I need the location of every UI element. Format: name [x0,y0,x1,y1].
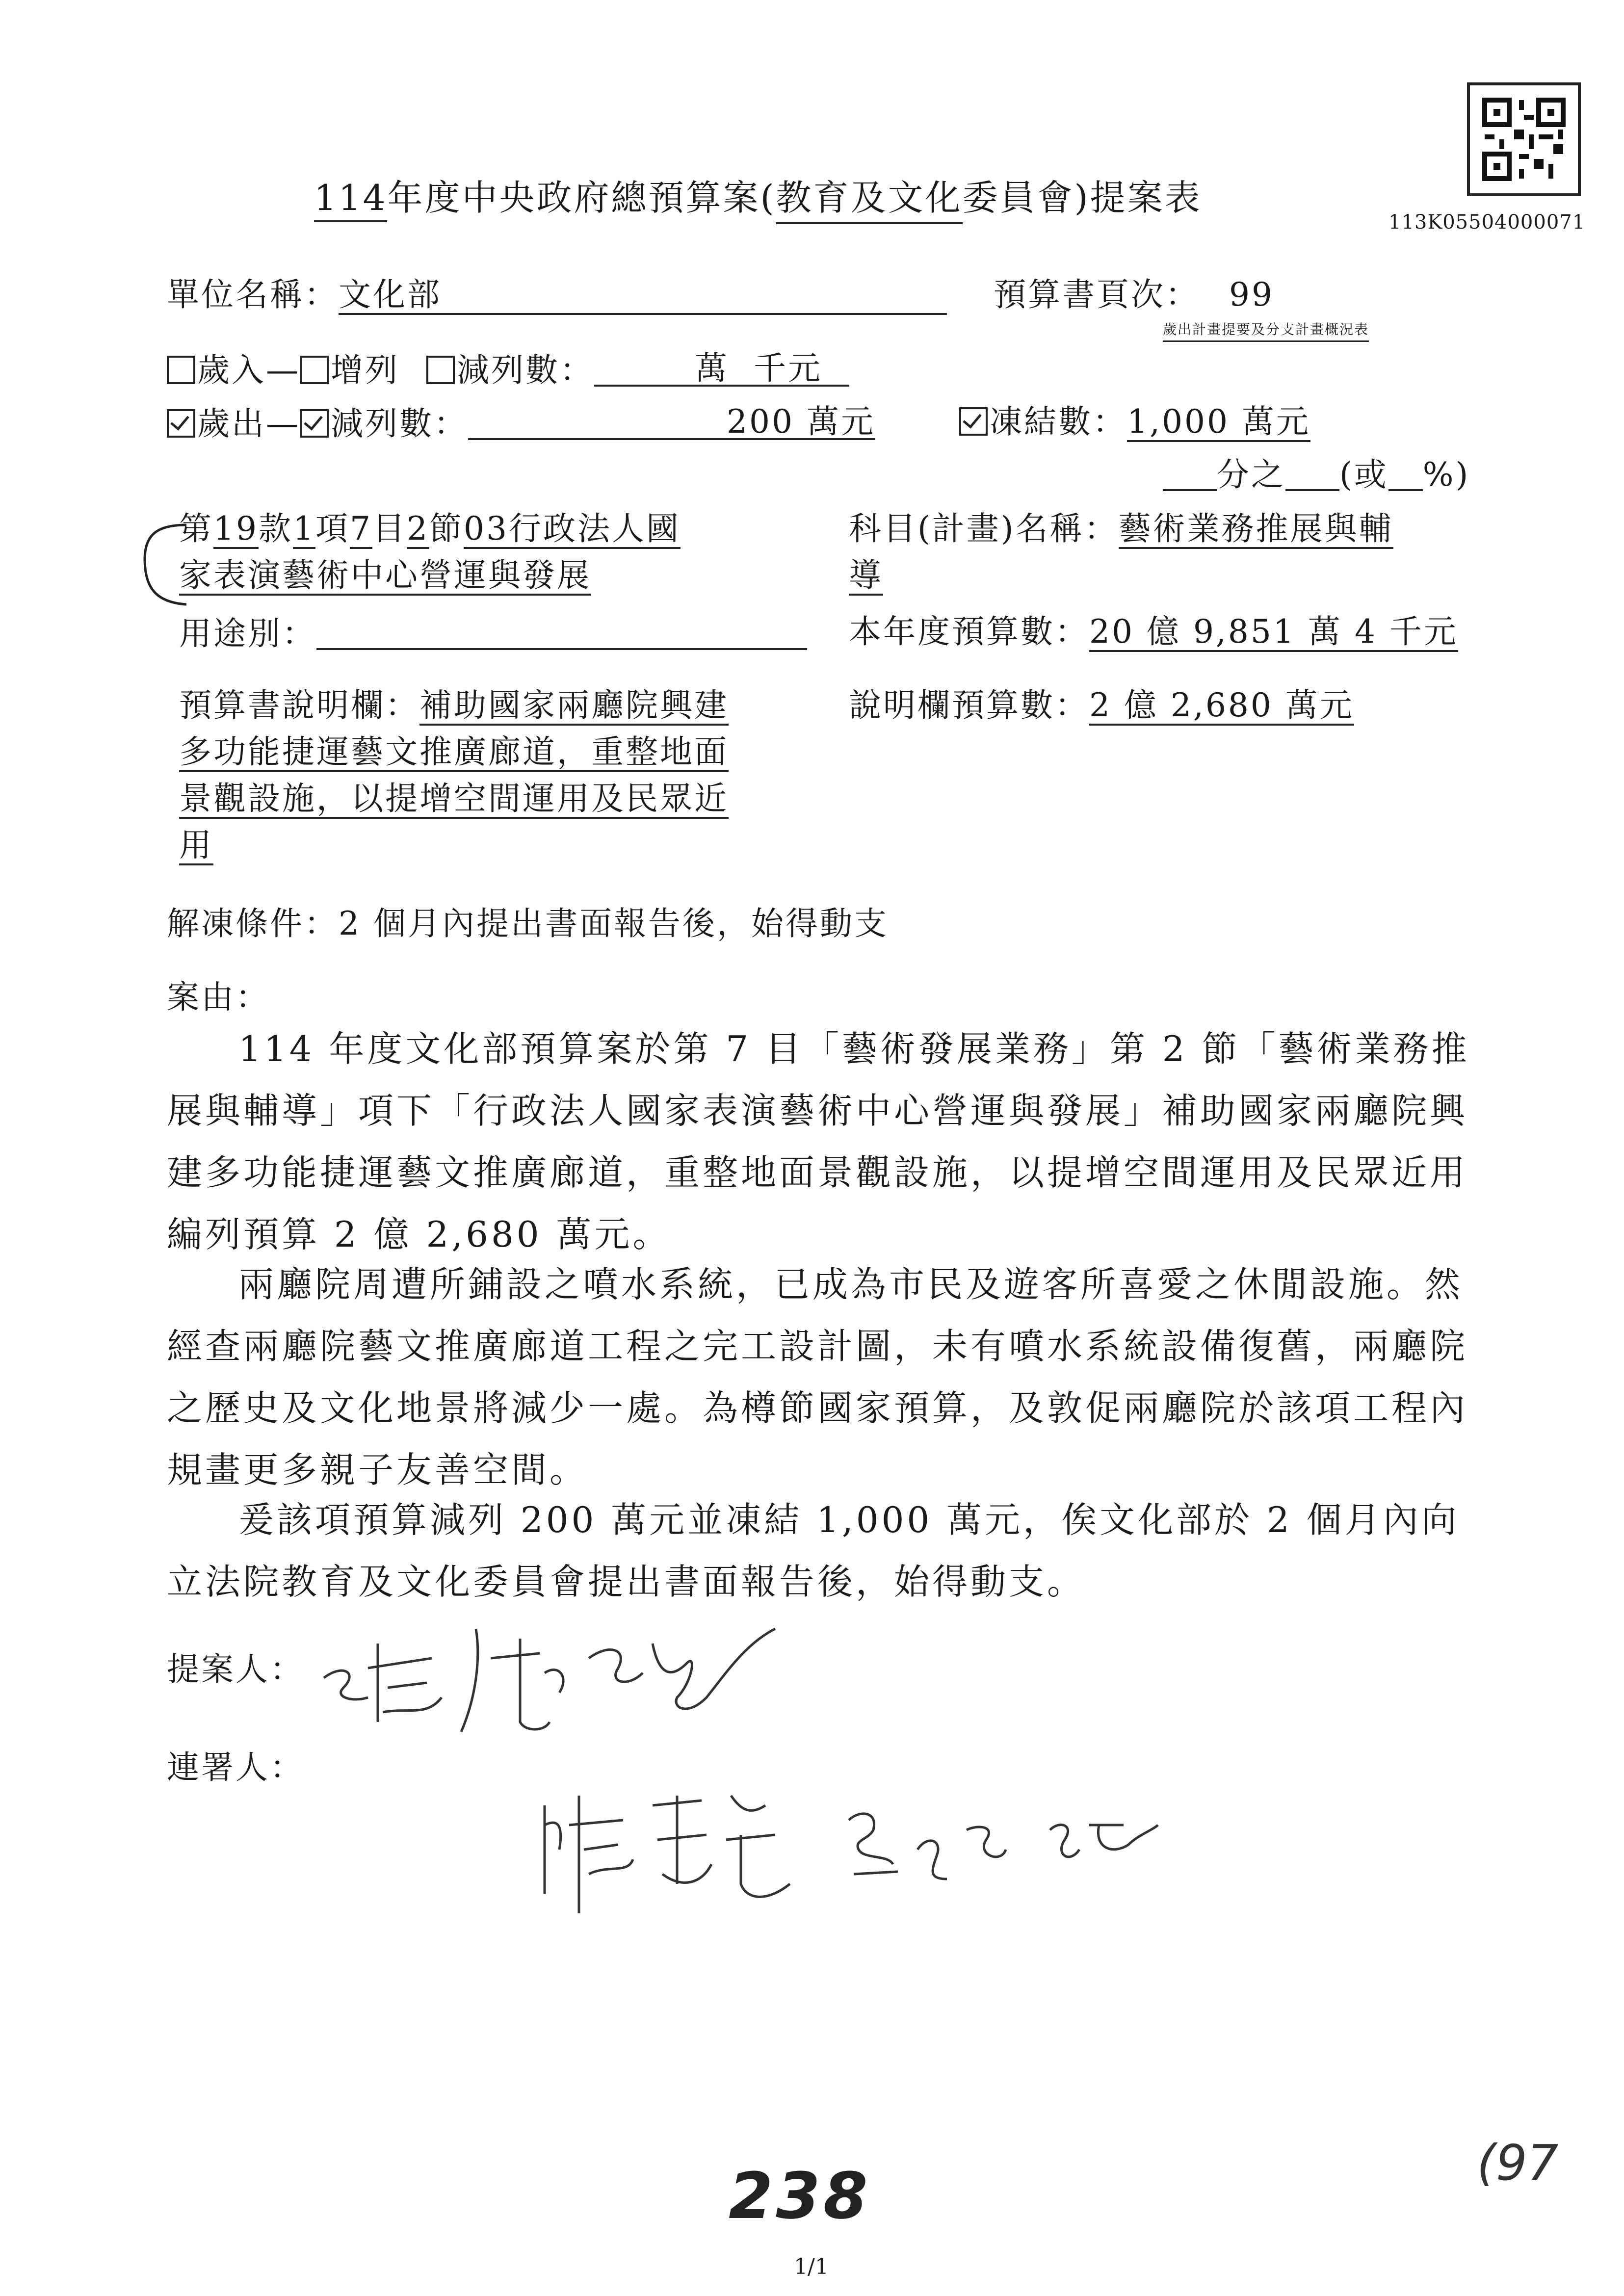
proposer-signature [314,1599,785,1747]
desc-budget-value: 2 億 2,680 萬元 [1089,689,1354,726]
reason-paragraph-3: 爰該項預算減列 200 萬元並凍結 1,000 萬元，俟文化部於 2 個月內向立法院教育及文化委員會提出書面報告後，始得動支。 [167,1499,1460,1602]
freeze-value: 1,000 萬元 [1127,406,1310,442]
handwritten-page-number: (97 [1477,2134,1559,2192]
revenue-checkbox[interactable] [167,356,195,384]
page-number: 1/1 [794,2254,829,2279]
purpose-blank [316,616,807,650]
expense-decrease-value: 200 萬元 [468,406,875,440]
budget-value: 20 億 9,851 萬 4 千元 [1089,616,1458,652]
page-value: 99 [1229,276,1274,313]
decrease-checkbox[interactable] [426,356,455,384]
page-title: 114年度中央政府總預算案(教育及文化委員會)提案表 [314,169,1202,224]
unit-value: 文化部 [339,279,947,315]
qr-code-icon [1470,85,1578,193]
cosigner-label: 連署人： [167,1748,304,1786]
desc-line4: 用 [179,829,213,865]
title-year: 114 [314,177,387,222]
unfreeze-row: 解凍條件：2 個月內提出書面報告後，始得動支 [167,905,889,942]
expense-row: 歲出— 減列數： 200 萬元 [167,406,875,440]
increase-checkbox[interactable] [300,356,329,384]
subject-line2: 導 [849,559,883,596]
freeze-row: 凍結數：1,000 萬元 [959,406,1310,442]
desc-line1: 預算書說明欄：補助國家兩廳院興建 [179,689,729,726]
page-note: 歲出計畫提要及分支計畫概況表 [1163,319,1369,342]
item-code-line1: 第19款1項7目2節03行政法人國 [179,513,681,549]
desc-line3: 景觀設施，以提增空間運用及民眾近 [179,783,729,819]
title-committee: 教育及文化 [776,169,963,224]
doc-id: 113K05504000071 [1388,211,1586,234]
handwritten-number: 238 [729,2159,871,2233]
reason-paragraph-2: 兩廳院周遭所鋪設之噴水系統，已成為市民及遊客所喜愛之休閒設施。然經查兩廳院藝文推廣廊道工程之完工設計圖，未有噴水系統設備復舊，兩廳院之歷史及文化地景將減少一處。為樽節國家預算，及敦促兩廳院於該項工程內規畫更多親子友善空間。 [167,1264,1468,1490]
reason-paragraph-1: 114 年度文化部預算案於第 7 目「藝術發展業務」第 2 節「藝術業務推展與輔導」項下「行政法人國家表演藝術中心營運與發展」補助國家兩廳院興建多功能捷運藝文推廣廊道，重整地面景觀設施，以提增空間運用及民眾近用編列預算 2 億 2,680 萬元。 [167,1028,1470,1255]
page-label: 預算書頁次： [994,276,1200,313]
subject-line1: 科目(計畫)名稱：藝術業務推展與輔 [849,513,1393,549]
proposer-label: 提案人： [167,1650,304,1688]
cosigner-signature [535,1766,1173,1923]
desc-budget-row: 說明欄預算數：2 億 2,680 萬元 [849,689,1354,726]
reason-label: 案由： [167,978,270,1016]
freeze-checkbox[interactable] [959,407,988,436]
budget-row: 本年度預算數：20 億 9,851 萬 4 千元 [849,616,1458,652]
fraction-row: 分之 (或 %) [1163,459,1470,491]
desc-line2: 多功能捷運藝文推廣廊道，重整地面 [179,736,729,772]
item-code-line2: 家表演藝術中心營運與發展 [179,559,591,596]
unit-row [167,276,947,315]
expense-checkbox[interactable] [167,409,195,438]
revenue-row: 歲入— 增列 減列數： 萬 千元 [167,352,849,387]
revenue-amount-blank: 萬 千元 [594,352,849,387]
page-ref [994,276,1274,313]
qr-code [1467,82,1581,196]
purpose-row: 用途別： [179,616,807,650]
expense-decrease-checkbox[interactable] [300,409,329,438]
unit-label: 單位名稱： [167,276,339,313]
